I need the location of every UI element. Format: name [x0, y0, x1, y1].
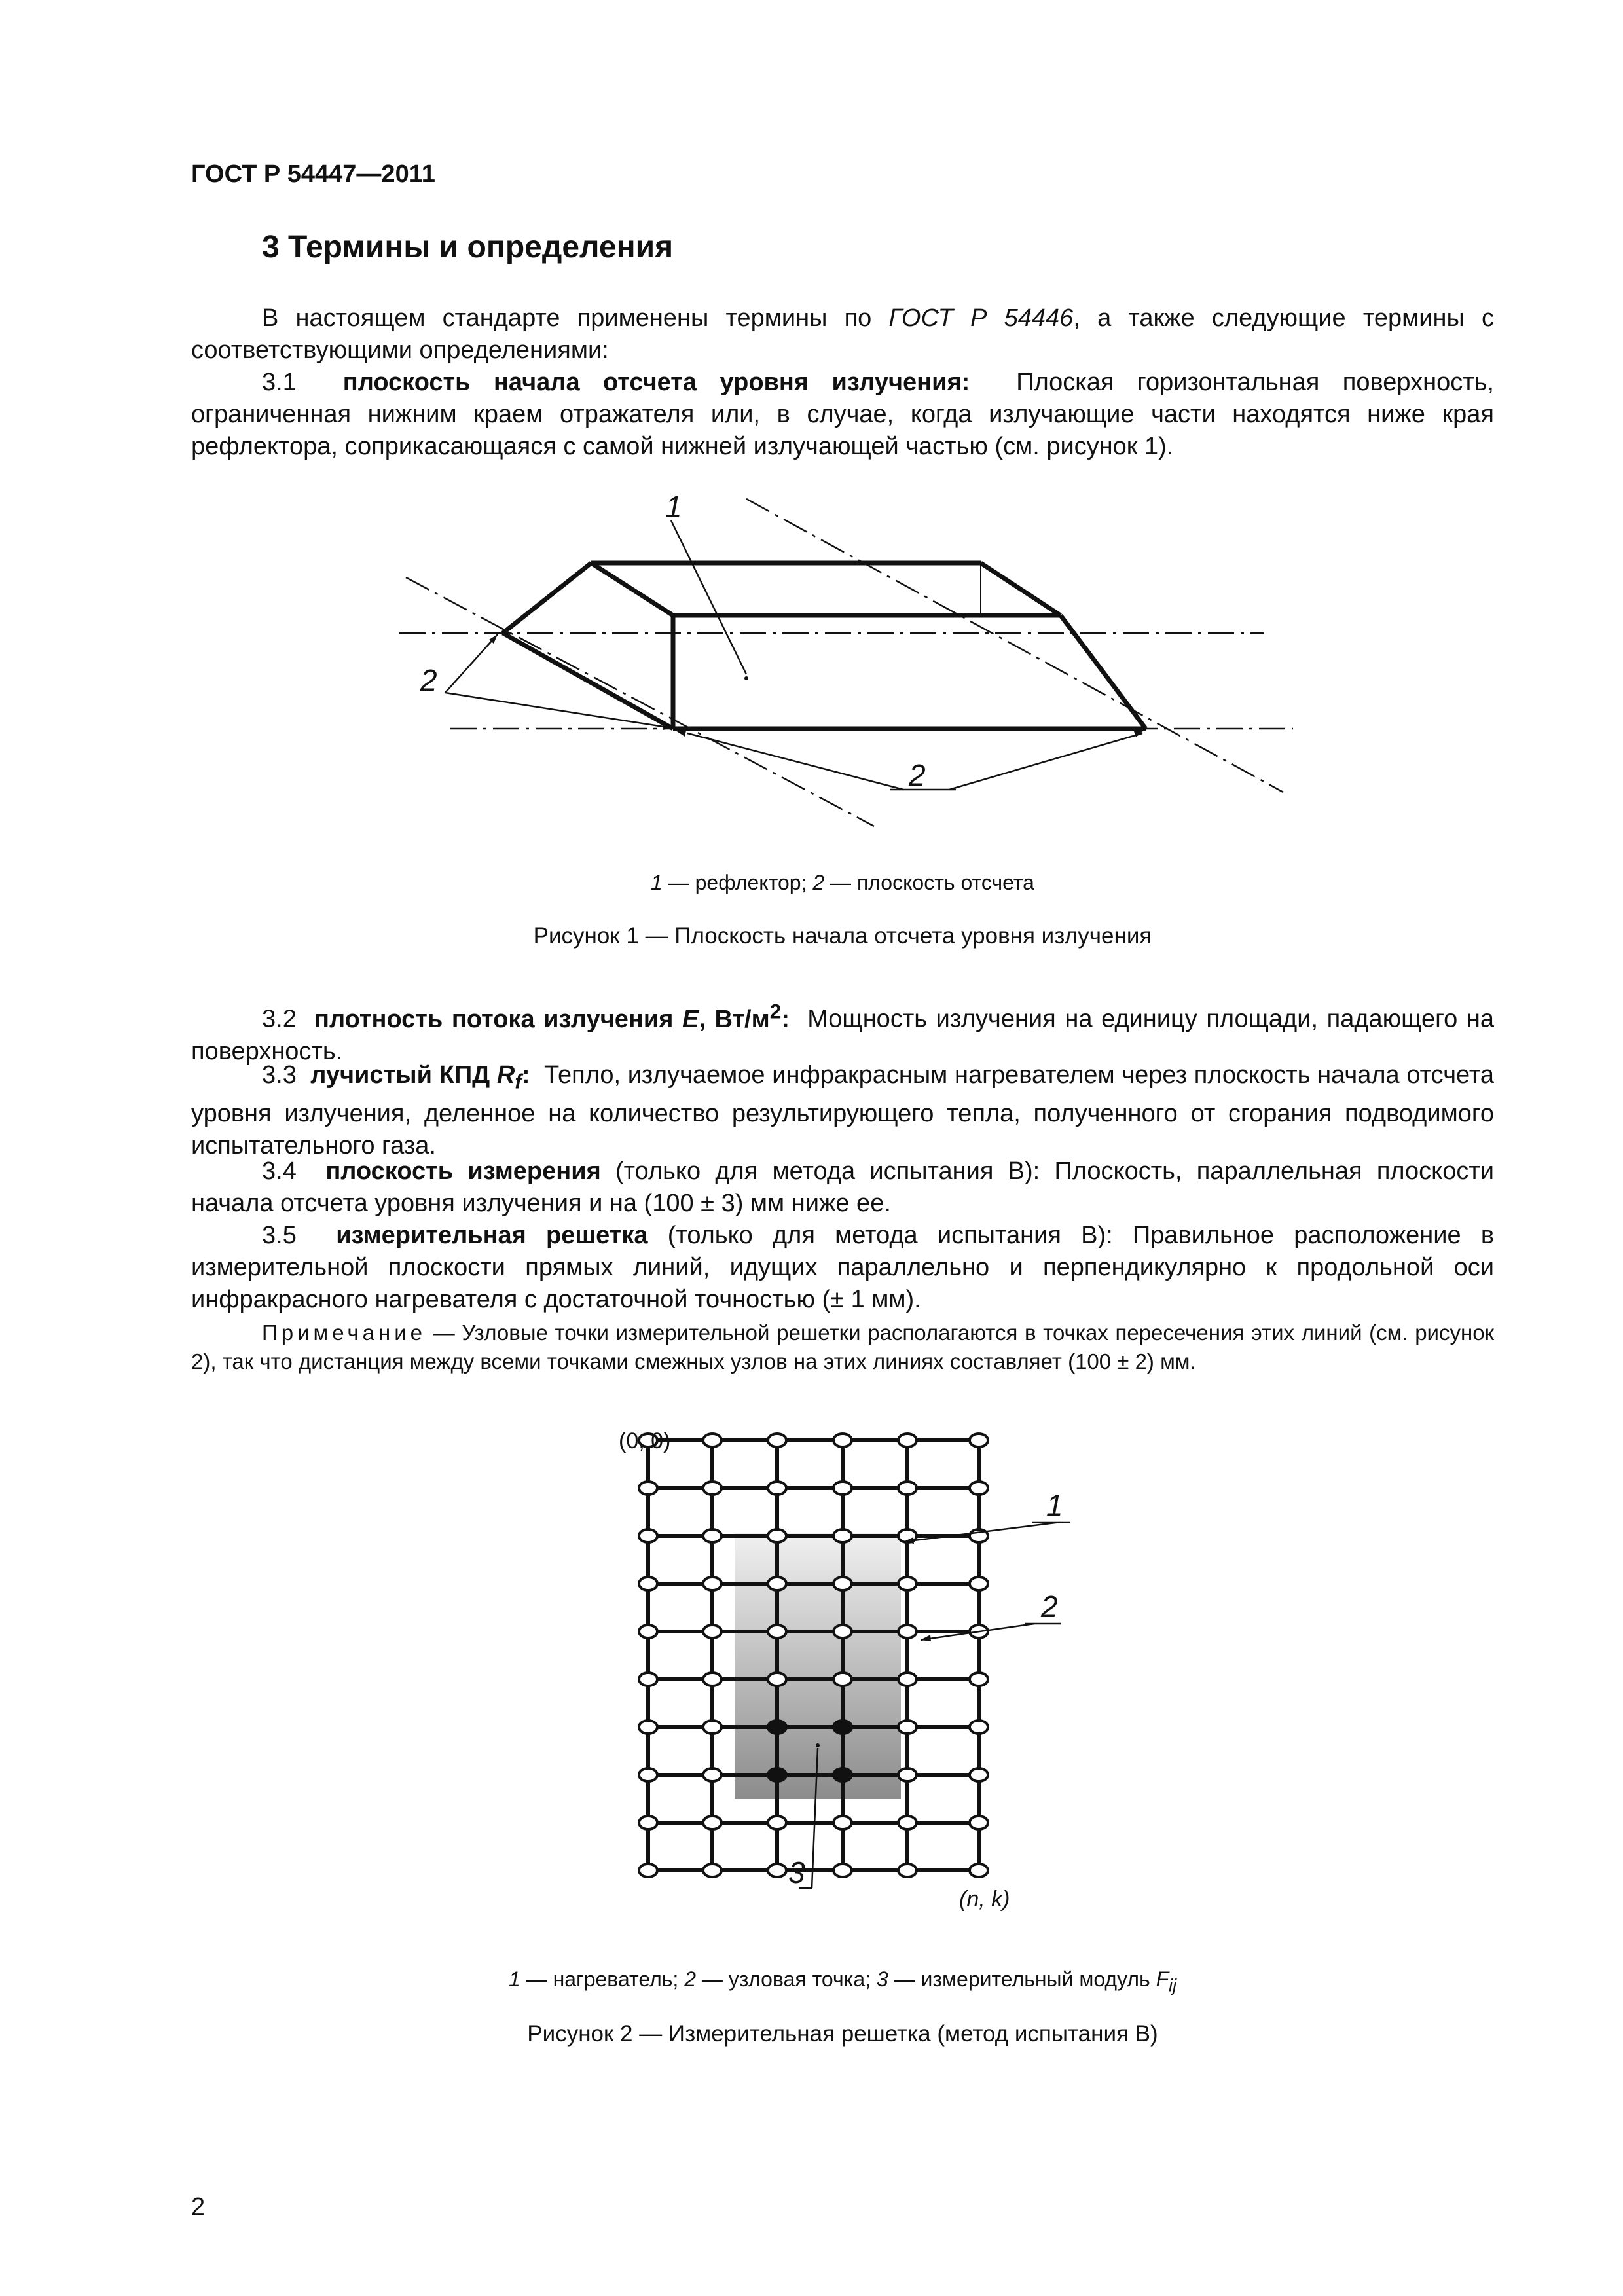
grid-node: [768, 1625, 786, 1638]
figure-2-caption: Рисунок 2 — Измерительная решетка (метод испытания В): [527, 2021, 1158, 2047]
grid-node: [639, 1625, 657, 1638]
grid-node: [898, 1434, 917, 1447]
grid-node: [768, 1482, 786, 1495]
grid-node: [703, 1529, 721, 1542]
note-label: Примечание: [262, 1321, 427, 1345]
term-number: 3.5: [262, 1222, 297, 1249]
term-name-part: , Вт/м: [699, 1005, 770, 1033]
term-definition: Мощность излучения на единицу площади, падающего на поверхность.: [191, 1005, 1494, 1065]
grid-node: [833, 1816, 852, 1829]
section-title: 3 Термины и определения: [262, 230, 674, 264]
note-paragraph: [191, 1319, 1494, 1376]
document-header: ГОСТ Р 54447—2011: [191, 160, 435, 188]
callout-2-label: 2: [1041, 1590, 1058, 1624]
legend-text: — рефлектор;: [662, 871, 813, 894]
grid-node: [703, 1577, 721, 1590]
term-number: 3.1: [262, 369, 297, 396]
grid-node: [703, 1816, 721, 1829]
grid-node: [898, 1864, 917, 1877]
grid-node: [639, 1816, 657, 1829]
callout-3-label: 3: [788, 1855, 805, 1889]
grid-node: [639, 1864, 657, 1877]
legend-number: 2: [684, 1967, 696, 1991]
callout-2-leader-left: [687, 733, 903, 790]
grid-node: [970, 1434, 988, 1447]
callout-2-label-left: 2: [420, 663, 437, 697]
grid-node: [970, 1673, 988, 1686]
figure-1-legend: [191, 871, 1494, 895]
grid-node: [898, 1768, 917, 1781]
figure-1-reflector-diagram: [380, 484, 1309, 851]
grid-node: [898, 1482, 917, 1495]
grid-node: [768, 1577, 786, 1590]
grid-node: [703, 1768, 721, 1781]
grid-node: [639, 1482, 657, 1495]
grid-node-filled: [833, 1721, 852, 1734]
term-name: [310, 1061, 530, 1093]
grid-node: [898, 1673, 917, 1686]
term-symbol: R: [496, 1061, 515, 1089]
grid-node: [768, 1673, 786, 1686]
grid-origin-label: (0, 0): [619, 1429, 671, 1453]
grid-node: [970, 1768, 988, 1781]
legend-text: — измерительный модуль: [888, 1967, 1156, 1991]
term-3-5: [191, 1220, 1494, 1316]
grid-node: [639, 1529, 657, 1542]
grid-node: [898, 1577, 917, 1590]
grid-node: [703, 1625, 721, 1638]
term-name: плоскость измерения: [325, 1157, 601, 1185]
figure-2-legend: [191, 1967, 1494, 1995]
grid-node: [833, 1529, 852, 1542]
term-definition: (только для метода испытания В): Правильное расположение в измерительной плоскости прямых линий, идущих параллельно и перпендикулярно к продольной оси инфракрасного нагревателя с достаточной точностью (± 1 мм).: [191, 1222, 1495, 1313]
legend-symbol: F: [1156, 1967, 1169, 1991]
grid-node: [639, 1673, 657, 1686]
grid-node: [703, 1864, 721, 1877]
term-3-2: [191, 995, 1494, 1068]
grid-node: [768, 1529, 786, 1542]
grid-node: [768, 1864, 786, 1877]
legend-number: 1: [651, 871, 663, 894]
reflector-left-slant: [503, 563, 591, 633]
term-name-part: :: [521, 1061, 530, 1089]
grid-node: [970, 1577, 988, 1590]
term-name: плоскость начала отсчета уровня излучения:: [342, 369, 970, 396]
grid-node: [833, 1864, 852, 1877]
grid-node: [833, 1577, 852, 1590]
legend-number: 2: [812, 871, 825, 894]
callout-dot: [816, 1743, 820, 1747]
term-definition: Плоская горизонтальная поверхность, ограниченная нижним краем отражателя или, в случае, когда излучающие части находятся ниже края рефлектора, соприкасающаяся с самой нижней излучающей частью (см. рисунок 1).: [191, 369, 1494, 460]
grid-node: [970, 1721, 988, 1734]
term-symbol: E: [682, 1005, 699, 1033]
term-number: 3.3: [262, 1061, 297, 1089]
callout-1-label: 1: [665, 490, 682, 524]
term-definition: Тепло, излучаемое инфракрасным нагревателем через плоскость начала отсчета уровня излучения, деленное на количество результирующего тепла, полученного от сгорания подводимого испытательного газа.: [191, 1061, 1494, 1159]
grid-node: [639, 1768, 657, 1781]
grid-node: [703, 1721, 721, 1734]
term-name-part: плотность потока излучения: [314, 1005, 682, 1033]
grid-node: [833, 1482, 852, 1495]
figure-1-caption: Рисунок 1 — Плоскость начала отсчета уровня излучения: [533, 923, 1152, 949]
grid-node: [703, 1482, 721, 1495]
grid-end-label: (n, k): [959, 1887, 1010, 1912]
term-name-part: лучистый КПД: [310, 1061, 497, 1089]
grid-node: [639, 1721, 657, 1734]
grid-node: [898, 1625, 917, 1638]
grid-node: [970, 1482, 988, 1495]
intro-reference: ГОСТ Р 54446: [888, 304, 1074, 332]
legend-text: — плоскость отсчета: [824, 871, 1034, 894]
reflector-top-front-slant: [591, 563, 673, 615]
legend-number: 1: [508, 1967, 520, 1991]
intro-text-before: В настоящем стандарте применены термины по: [262, 304, 889, 332]
legend-subscript: ij: [1169, 1975, 1177, 1995]
term-number: 3.2: [262, 1005, 297, 1033]
term-definition: (только для метода испытания В): Плоскость, параллельная плоскости начала отсчета уровня излучения и на (100 ± 3) мм ниже ее.: [191, 1157, 1494, 1217]
grid-node: [768, 1816, 786, 1829]
right-diagonal-axis: [746, 499, 1283, 792]
grid-node: [970, 1864, 988, 1877]
term-number: 3.4: [262, 1157, 297, 1185]
term-3-4: [191, 1156, 1494, 1220]
term-name-part: :: [781, 1005, 790, 1033]
term-superscript: 2: [769, 999, 782, 1023]
callout-2-leader-right: [949, 733, 1142, 790]
grid-node: [833, 1673, 852, 1686]
callout-1-label: 1: [1046, 1488, 1063, 1522]
intro-text-after: , а также следующие термины с соответствующими определениями:: [191, 304, 1494, 364]
grid-node: [898, 1816, 917, 1829]
grid-node: [970, 1816, 988, 1829]
reflector-right-top-slant: [981, 563, 1061, 615]
grid-node: [703, 1434, 721, 1447]
term-name: [314, 999, 790, 1033]
term-subscript: f: [515, 1069, 522, 1093]
page-number: 2: [191, 2193, 206, 2221]
legend-text: — нагреватель;: [520, 1967, 685, 1991]
legend-text: — узловая точка;: [695, 1967, 877, 1991]
legend-number: 3: [876, 1967, 888, 1991]
note-text: — Узловые точки измерительной решетки располагаются в точках пересечения этих линий (см. рисунок 2), так что дистанция между всеми точками смежных узлов на этих линиях составляет (100 ± 2) мм.: [191, 1321, 1495, 1374]
arrowhead: [676, 731, 686, 737]
intro-paragraph: [191, 302, 1494, 367]
term-3-3: [191, 1059, 1494, 1162]
callout-2-leader-lower: [445, 693, 668, 727]
term-name: измерительная решетка: [336, 1222, 648, 1249]
grid-node-filled: [768, 1721, 786, 1734]
grid-node: [768, 1434, 786, 1447]
grid-node: [833, 1434, 852, 1447]
term-3-1: [191, 367, 1494, 463]
grid-node: [639, 1577, 657, 1590]
callout-1-leader: [671, 520, 746, 674]
grid-node: [703, 1673, 721, 1686]
grid-node: [898, 1721, 917, 1734]
callout-2-label-bottom: 2: [909, 758, 926, 792]
figure-2-measurement-grid: [589, 1414, 1139, 1925]
grid-node: [833, 1625, 852, 1638]
callout-dot: [744, 676, 748, 680]
grid-node-filled: [833, 1768, 852, 1781]
grid-node-filled: [768, 1768, 786, 1781]
callout-2-leader-upper: [445, 634, 498, 693]
